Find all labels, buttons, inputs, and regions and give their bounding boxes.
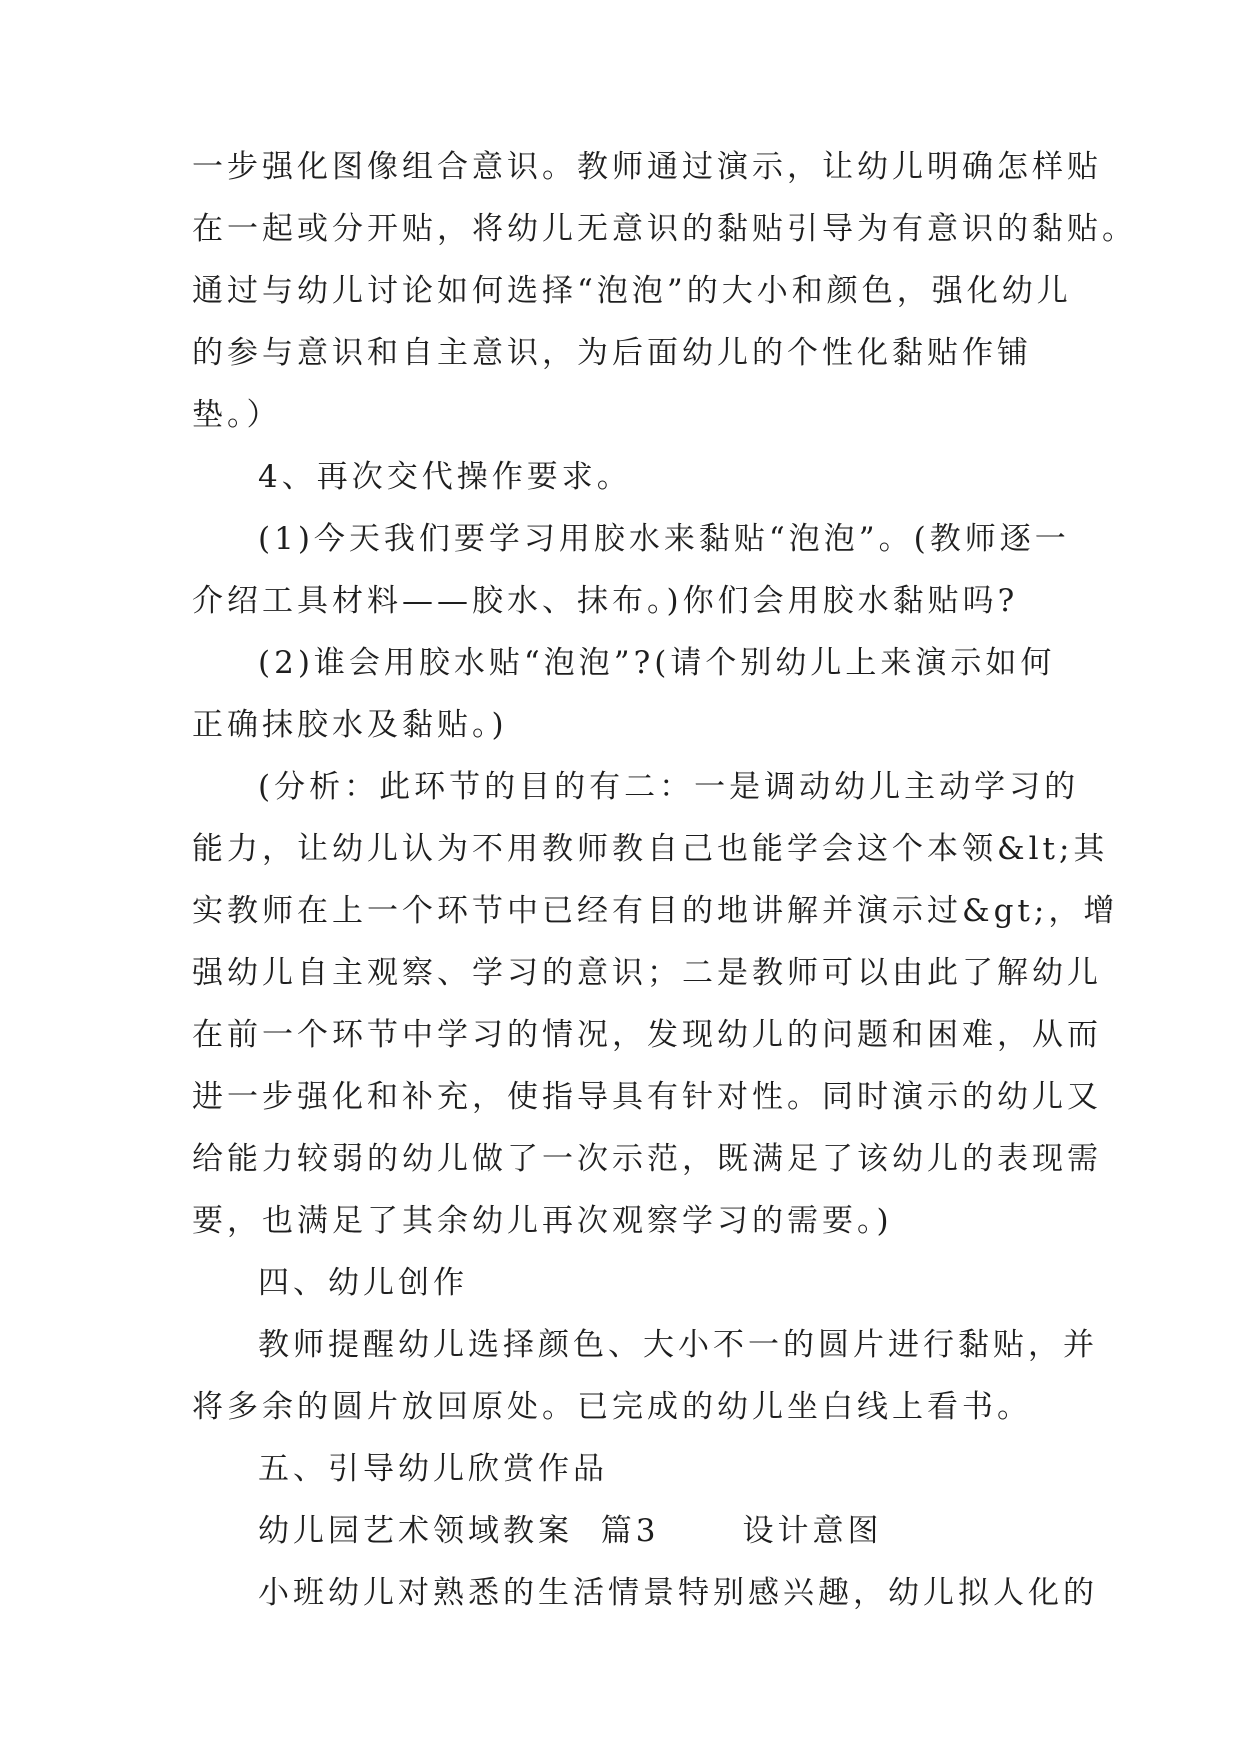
lesson-plan-heading: 幼儿园艺术领域教案 篇3 设计意图 bbox=[258, 1513, 883, 1549]
paragraph-line: 垫。） bbox=[192, 397, 282, 433]
paragraph-line: 强幼儿自主观察、学习的意识；二是教师可以由此了解幼儿 bbox=[192, 955, 1102, 991]
paragraph-line: 进一步强化和补充，使指导具有针对性。同时演示的幼儿又 bbox=[192, 1079, 1102, 1115]
paragraph-line: 实教师在上一个环节中已经有目的地讲解并演示过&gt;，增 bbox=[192, 893, 1119, 929]
paragraph-line: (2)谁会用胶水贴“泡泡”?(请个别幼儿上来演示如何 bbox=[258, 645, 1056, 681]
paragraph-line: 教师提醒幼儿选择颜色、大小不一的圆片进行黏贴，并 bbox=[258, 1327, 1098, 1363]
paragraph-line: 正确抹胶水及黏贴。) bbox=[192, 707, 508, 743]
paragraph-line: 给能力较弱的幼儿做了一次示范，既满足了该幼儿的表现需 bbox=[192, 1141, 1102, 1177]
paragraph-line: 的参与意识和自主意识，为后面幼儿的个性化黏贴作铺 bbox=[192, 335, 1032, 371]
paragraph-line: (1)今天我们要学习用胶水来黏贴“泡泡”。(教师逐一 bbox=[258, 521, 1070, 557]
paragraph-line: 一步强化图像组合意识。教师通过演示，让幼儿明确怎样贴 bbox=[192, 149, 1102, 185]
paragraph-line: 在前一个环节中学习的情况，发现幼儿的问题和困难，从而 bbox=[192, 1017, 1102, 1053]
section-heading: 4、再次交代操作要求。 bbox=[258, 459, 632, 495]
paragraph-line: 要，也满足了其余幼儿再次观察学习的需要。) bbox=[192, 1203, 893, 1239]
paragraph-line: 通过与幼儿讨论如何选择“泡泡”的大小和颜色，强化幼儿 bbox=[192, 273, 1072, 309]
paragraph-line: 能力，让幼儿认为不用教师教自己也能学会这个本领&lt;其 bbox=[192, 831, 1109, 867]
paragraph-line: 在一起或分开贴，将幼儿无意识的黏贴引导为有意识的黏贴。 bbox=[192, 211, 1137, 247]
paragraph-line: 将多余的圆片放回原处。已完成的幼儿坐白线上看书。 bbox=[192, 1389, 1032, 1425]
paragraph-line: 介绍工具材料——胶水、抹布。)你们会用胶水黏贴吗? bbox=[192, 583, 1019, 619]
paragraph-line: (分析：此环节的目的有二：一是调动幼儿主动学习的 bbox=[258, 769, 1080, 805]
section-heading: 四、幼儿创作 bbox=[258, 1265, 468, 1301]
section-heading: 五、引导幼儿欣赏作品 bbox=[258, 1451, 608, 1487]
paragraph-line: 小班幼儿对熟悉的生活情景特别感兴趣，幼儿拟人化的 bbox=[258, 1575, 1098, 1611]
